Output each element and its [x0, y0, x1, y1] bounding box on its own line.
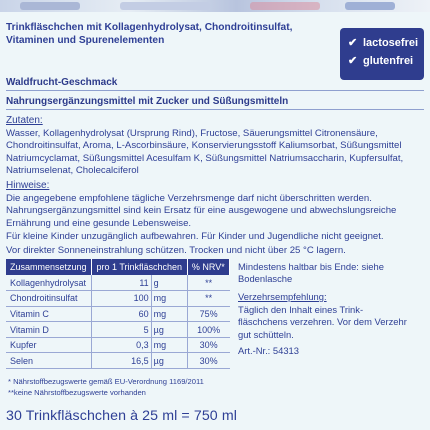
nutrient-amount: 11 [92, 275, 151, 291]
table-row [6, 275, 230, 291]
strip-graphic [20, 2, 80, 10]
nutrient-nrv: ** [187, 275, 229, 291]
check-icon: ✔ [348, 55, 358, 67]
flavor-label: Waldfrucht-Geschmack [6, 77, 118, 88]
nutrient-unit: µg [151, 322, 187, 338]
table-row [6, 291, 230, 307]
notes-text: Die angegebene empfohlene tägliche Verzehrsmenge darf nicht überschritten werden. Nahrungsergänzungsmittel sind kein Ersatz für eine ausgewogene und abwechslungsreiche Ernährung und eine gesunde Lebensweise. [6, 193, 397, 229]
nutrient-nrv: 75% [187, 306, 229, 322]
nutrient-unit: mg [151, 291, 187, 307]
nutrient-amount: 60 [92, 306, 151, 322]
label-panel [0, 12, 430, 430]
column-header: Zusammensetzung [6, 259, 92, 275]
notes-heading: Hinweise: [6, 180, 50, 191]
check-icon: ✔ [348, 37, 358, 49]
recommendation-text: Täglich den Inhalt eines Trink-fläschchens verzehren. Vor dem Verzehr gut schütteln. [238, 304, 407, 340]
product-title: Trinkfläschchen mit Kollagenhydrolysat, Chondroitinsulfat, Vitaminen und Spurenelementen [6, 22, 293, 46]
nutrient-unit: g [151, 275, 187, 291]
nutrient-nrv: 30% [187, 353, 229, 369]
table-row [6, 306, 230, 322]
nutrient-nrv: 100% [187, 322, 229, 338]
nutrient-name: Kollagenhydrolysat [6, 275, 92, 291]
ingredients-heading: Zutaten: [6, 115, 43, 126]
nutrient-unit: mg [151, 306, 187, 322]
footnote-no-nrv: **keine Nährstoffbezugswerte vorhanden [8, 388, 146, 397]
badge-label: glutenfrei [363, 55, 414, 67]
badge-item-gluten [348, 52, 420, 70]
packaging-top-strip [0, 0, 430, 12]
badge-label: lactosefrei [363, 37, 419, 49]
nutrient-nrv: ** [187, 291, 229, 307]
nutrient-name: Kupfer [6, 337, 92, 353]
nutrient-amount: 0,3 [92, 337, 151, 353]
column-header: % NRV* [187, 259, 229, 275]
badge-item-lactose [348, 34, 420, 52]
storage-note: Vor direkter Sonneneinstrahlung schützen. Trocken und nicht über 25 °C lagern. [6, 245, 346, 256]
table-row [6, 353, 230, 369]
recommendation-heading: Verzehrsempfehlung: [238, 291, 327, 302]
table-header-row [6, 259, 230, 275]
nutrient-name: Chondroitinsulfat [6, 291, 92, 307]
divider [6, 109, 424, 110]
strip-graphic [120, 2, 210, 10]
table-row [6, 337, 230, 353]
nutrient-amount: 5 [92, 322, 151, 338]
strip-graphic [345, 2, 395, 10]
category-label: Nahrungsergänzungsmittel mit Zucker und Süßungsmitteln [6, 96, 289, 107]
shelf-life-text: Mindestens haltbar bis Ende: siehe Bodenlasche [238, 261, 384, 285]
nutrient-name: Vitamin D [6, 322, 92, 338]
footnote-nrv: * Nährstoffbezugswerte gemäß EU-Verordnung 1169/2011 [8, 377, 204, 386]
allergen-badge [340, 28, 424, 80]
package-quantity: 30 Trinkfläschchen à 25 ml = 750 ml [6, 408, 238, 424]
nutrient-nrv: 30% [187, 337, 229, 353]
article-number: Art.-Nr.: 54313 [238, 345, 299, 356]
nutrient-name: Selen [6, 353, 92, 369]
table-row [6, 322, 230, 338]
strip-graphic [250, 2, 320, 10]
nutrient-unit: µg [151, 353, 187, 369]
nutrition-table [6, 259, 230, 369]
column-header: pro 1 Trinkfläschchen [92, 259, 187, 275]
nutrient-unit: mg [151, 337, 187, 353]
nutrient-amount: 16,5 [92, 353, 151, 369]
nutrient-name: Vitamin C [6, 306, 92, 322]
children-warning: Für kleine Kinder unzugänglich aufbewahren. Für Kinder und Jugendliche nicht geeignet. [6, 231, 384, 242]
divider [6, 90, 424, 91]
nutrient-amount: 100 [92, 291, 151, 307]
ingredients-text: Wasser, Kollagenhydrolysat (Ursprung Rind), Fructose, Säuerungsmittel Citronensäure, Chondroitinsulfat, Aroma, L-Ascorbinsäure, Konservierungsstoff Kaliumsorbat, Süßungsmittel Natriumcyclamat, Süßungsmittel Acesulfam K, Süßungsmittel Natriumsaccharin, Kupfersulfat, Natriumselenat, Cholecalciferol [6, 128, 404, 177]
